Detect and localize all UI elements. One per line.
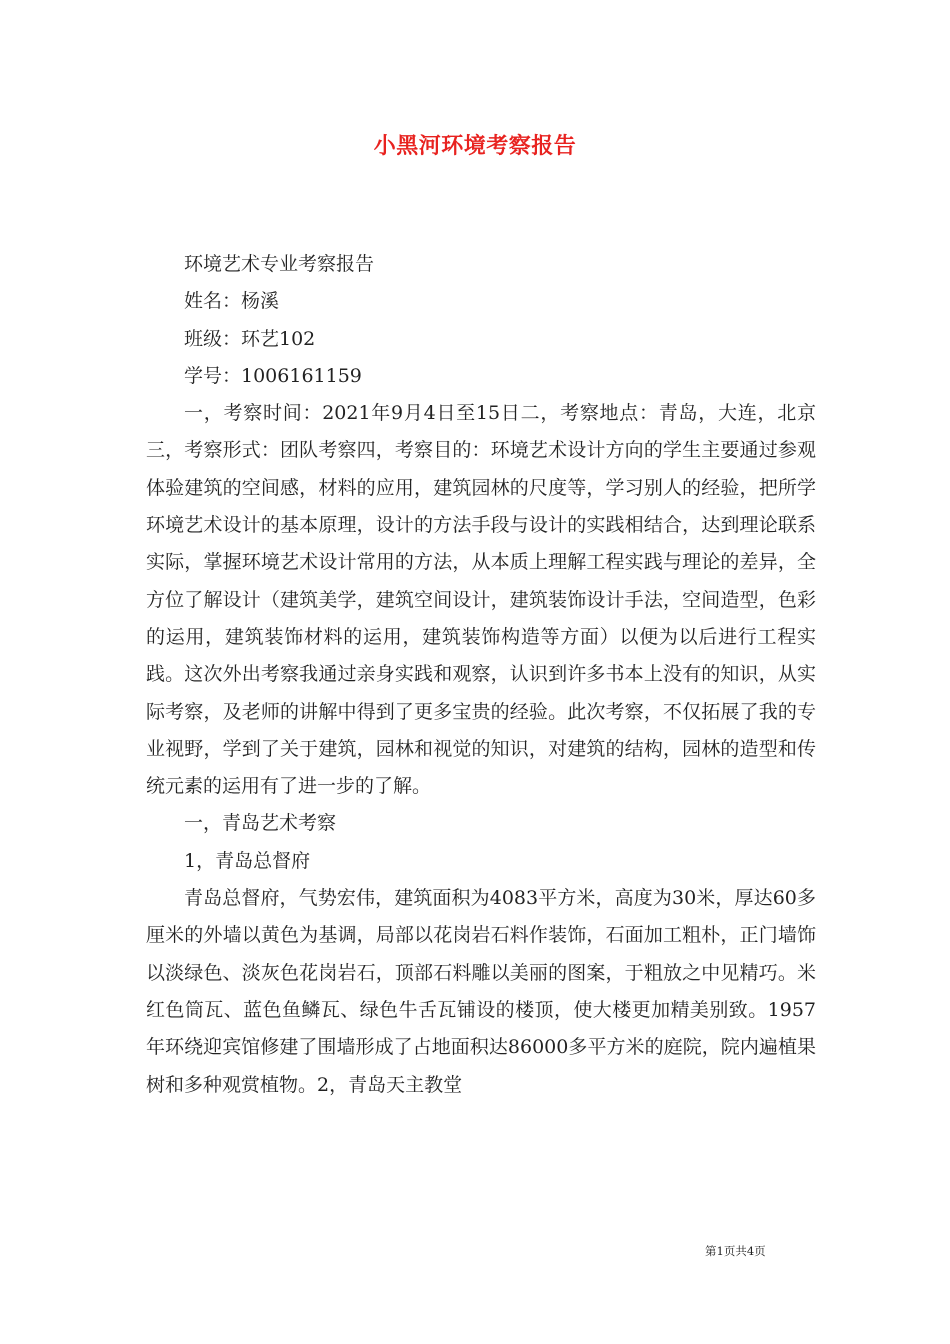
paragraph-governor-mansion: 青岛总督府，气势宏伟，建筑面积为4083平方米，高度为30米，厚达60多厘米的外墙以黄色为基调，局部以花岗岩石料作装饰，石面加工粗朴，正门墙饰以淡绿色、淡灰色花岗岩石，顶部石料雕以美丽的图案，于粗放之中见精巧。米红色筒瓦、蓝色鱼鳞瓦、绿色牛舌瓦铺设的楼顶，使大楼更加精美别致。1957年环绕迎宾馆修建了围墙形成了占地面积达86000多平方米的庭院，院内遍植果树和多种观赏植物。2，青岛天主教堂 [146,887,816,1096]
paragraph-name: 姓名：杨溪 [184,290,280,313]
document-title: 小黑河环境考察报告 [373,133,577,159]
page-number-footer: 第1页共4页 [705,1244,766,1258]
paragraph-class: 班级：环艺102 [184,327,316,350]
paragraph-student-id: 学号：1006161159 [184,364,362,387]
document-body [146,246,816,1104]
paragraph-report-heading: 环境艺术专业考察报告 [184,253,375,275]
paragraph-overview: 一，考察时间：2021年9月4日至15日二，考察地点：青岛，大连，北京三，考察形式：团队考察四，考察目的：环境艺术设计方向的学生主要通过参观体验建筑的空间感，材料的应用，建筑园林的尺度等，学习别人的经验，把所学环境艺术设计的基本原理，设计的方法手段与设计的实践相结合，达到理论联系实际，掌握环境艺术设计常用的方法，从本质上理解工程实践与理论的差异，全方位了解设计（建筑美学，建筑空间设计，建筑装饰设计手法，空间造型，色彩的运用，建筑装饰材料的运用，建筑装饰构造等方面）以便为以后进行工程实践。这次外出考察我通过亲身实践和观察，认识到许多书本上没有的知识，从实际考察，及老师的讲解中得到了更多宝贵的经验。此次考察，不仅拓展了我的专业视野，学到了关于建筑，园林和视觉的知识，对建筑的结构，园林的造型和传统元素的运用有了进一步的了解。 [146,402,816,798]
subsection-heading-governor-mansion: 1，青岛总督府 [184,849,311,872]
section-heading-qingdao: 一，青岛艺术考察 [184,812,337,835]
